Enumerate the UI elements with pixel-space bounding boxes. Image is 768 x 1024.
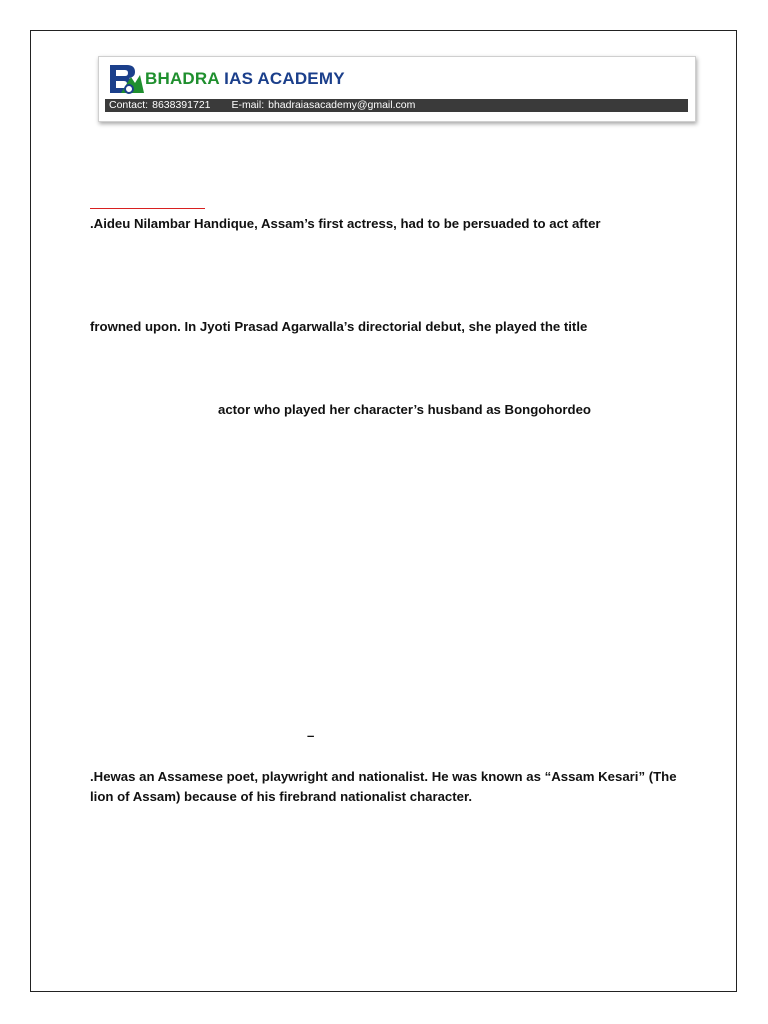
contact-label: Contact: xyxy=(109,99,149,111)
text-line-1: .Aideu Nilambar Handique, Assam’s first actress, had to be persuaded to act after xyxy=(90,216,601,231)
brand-word-bhadra: BHADRA xyxy=(145,69,220,88)
email-info xyxy=(231,99,415,111)
contact-number: 8638391721 xyxy=(152,99,211,111)
page-border xyxy=(30,30,737,992)
text-line-3: actor who played her character’s husband as Bongohordeo xyxy=(218,402,591,417)
contact-bar xyxy=(105,99,688,112)
contact-info xyxy=(109,99,211,111)
red-underline xyxy=(90,208,205,209)
email-address: bhadraiasacademy@gmail.com xyxy=(268,99,416,111)
letterhead xyxy=(98,56,696,122)
academy-logo-icon xyxy=(107,63,145,95)
academy-name xyxy=(145,69,345,89)
text-line-2: frowned upon. In Jyoti Prasad Agarwalla’s directorial debut, she played the title xyxy=(90,319,588,334)
brand-word-ias-academy: IAS ACADEMY xyxy=(224,69,345,88)
dash-mark: – xyxy=(307,728,315,743)
paragraph-assam-kesari: .Hewas an Assamese poet, playwright and nationalist. He was known as “Assam Kesari” (The lion of Assam) because of his firebrand nationalist character. xyxy=(90,769,677,804)
email-label: E-mail: xyxy=(231,99,265,111)
